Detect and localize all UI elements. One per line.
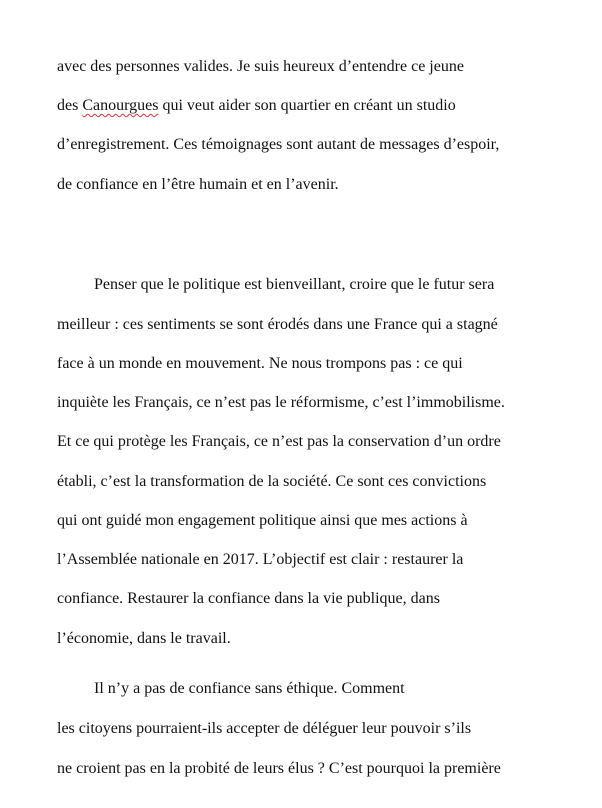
text-line: établi, c’est la transformation de la société. Ce sont ces convictions [57,473,487,490]
text-line: face à un monde en mouvement. Ne nous trompons pas : ce qui [57,355,463,372]
text-fragment: qui veut aider son quartier en créant un studio [158,97,456,114]
text-line: l’économie, dans le travail. [57,630,231,647]
text-line: inquiète les Français, ce n’est pas le réformisme, c’est l’immobilisme. [57,394,505,411]
text-line: avec des personnes valides. Je suis heureux d’entendre ce jeune [57,58,464,75]
text-line: Et ce qui protège les Français, ce n’est pas la conservation d’un ordre [57,433,501,450]
text-line: Penser que le politique est bienveillant, croire que le futur sera [94,276,495,293]
text-line: l’Assemblée nationale en 2017. L’objectif est clair : restaurer la [57,551,464,568]
text-line: les citoyens pourraient-ils accepter de déléguer leur pouvoir s’ils [57,720,472,737]
text-line: ne croient pas en la probité de leurs élus ? C’est pourquoi la première [57,760,501,777]
text-line [57,96,456,116]
misspelled-word[interactable]: Canourgues [82,97,159,114]
text-line: d’enregistrement. Ces témoignages sont autant de messages d’espoir, [57,136,500,153]
text-line: qui ont guidé mon engagement politique ainsi que mes actions à [57,512,468,529]
text-line: Il n’y a pas de confiance sans éthique. Comment [94,680,405,697]
text-fragment: des [57,97,83,114]
text-line: confiance. Restaurer la confiance dans la vie publique, dans [57,590,440,607]
text-line: meilleur : ces sentiments se sont érodés dans une France qui a stagné [57,316,498,333]
text-line: de confiance en l’être humain et en l’avenir. [57,176,339,193]
